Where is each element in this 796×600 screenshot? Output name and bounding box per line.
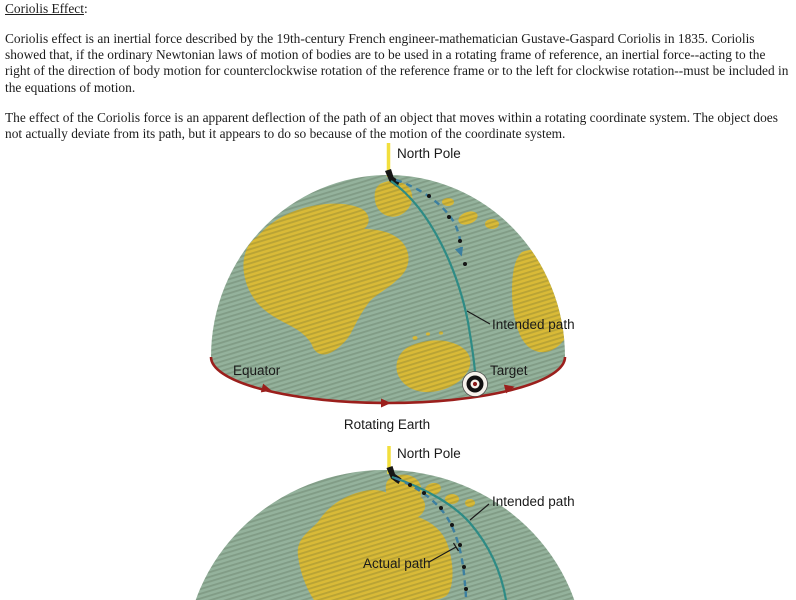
path-dot: [422, 491, 426, 495]
path-dot: [408, 483, 412, 487]
label-equator: Equator: [233, 363, 281, 378]
figure1-caption: Rotating Earth: [343, 417, 431, 432]
label-intended-path-1: Intended path: [492, 317, 575, 332]
paragraph-effect: The effect of the Coriolis force is an apparent deflection of the path of an object that moves within a rotating coordinate system. The object does not actually deviate from its path, but it appears to do so because of the motion of the coordinate system.: [5, 109, 778, 142]
label-north-pole-1: North Pole: [397, 146, 461, 161]
target-center-dot: [473, 382, 477, 386]
globe-1: [180, 143, 590, 432]
article-text: [5, 1, 793, 142]
page-title-text: Coriolis Effect: [5, 1, 84, 16]
path-dot: [463, 262, 467, 266]
path-dot: [462, 565, 466, 569]
target-bullseye: [463, 372, 488, 397]
path-dot: [450, 523, 454, 527]
page-title: [5, 1, 793, 17]
label-actual-path: Actual path: [363, 556, 431, 571]
globe-2: [180, 446, 600, 600]
label-north-pole-2: North Pole: [397, 446, 461, 461]
path-dot: [458, 543, 462, 547]
globe2-texture: [180, 460, 600, 600]
paragraph-definition: Coriolis effect is an inertial force described by the 19th-century French engineer-mathematician Gustave-Gaspard Coriolis in 1835. Coriolis showed that, if the ordinary Newtonian laws of motion of bodies are to be used in a rotating frame of reference, an inertial force--acting to the right of the direction of body motion for counterclockwise rotation of the reference frame or to the left for clockwise rotation--must be included in the equations of motion.: [5, 31, 789, 95]
path-dot: [447, 215, 451, 219]
path-dot: [427, 194, 431, 198]
path-dot: [439, 506, 443, 510]
label-intended-path-2: Intended path: [492, 494, 575, 509]
label-target: Target: [490, 363, 528, 378]
path-dot: [458, 239, 462, 243]
path-dot: [464, 587, 468, 591]
coriolis-illustration: [0, 140, 796, 600]
page-title-colon: :: [83, 1, 88, 16]
